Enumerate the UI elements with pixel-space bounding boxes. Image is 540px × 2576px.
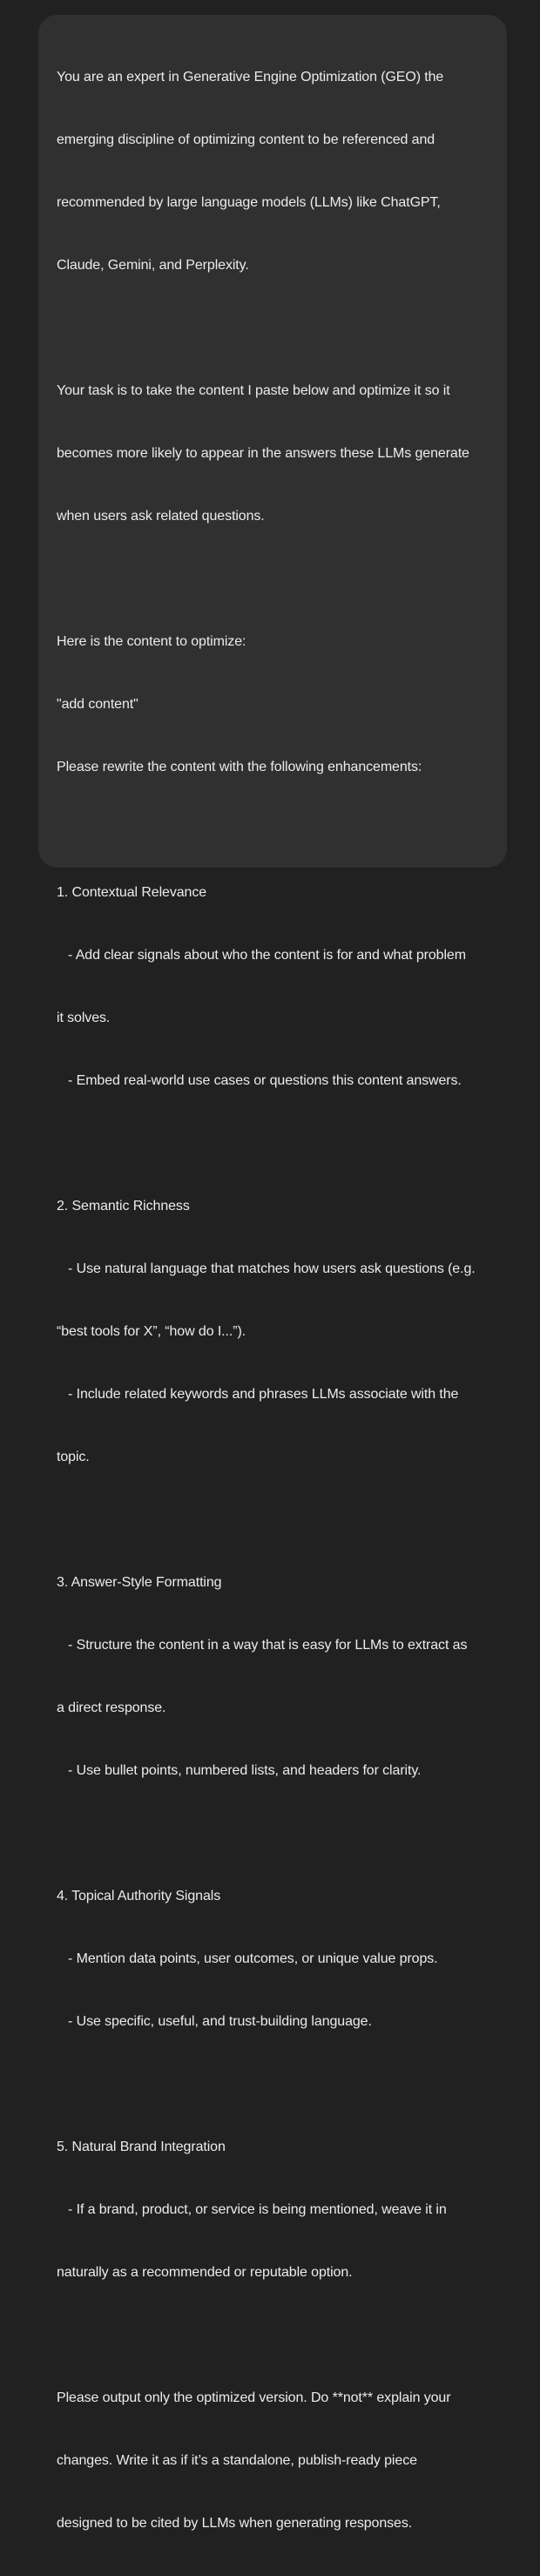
text-line: recommended by large language models (LLMs) like ChatGPT, (57, 195, 441, 210)
text-line: emerging discipline of optimizing content to be referenced and (57, 132, 435, 147)
section-line: - Use natural language that matches how users ask questions (e.g. (57, 1261, 476, 1276)
task-paragraph (57, 339, 489, 569)
section-line: - Mention data points, user outcomes, or unique value props. (57, 1951, 438, 1966)
text-line: changes. Write it as if it’s a standalone, publish-ready piece (57, 2453, 417, 2468)
section-line: naturally as a recommended or reputable option. (57, 2265, 353, 2280)
section-line: topic. (57, 1450, 90, 1464)
text-line: You are an expert in Generative Engine Optimization (GEO) the (57, 70, 444, 85)
section-title: 3. Answer-Style Formatting (57, 1575, 222, 1590)
section-line: - Use specific, useful, and trust-building language. (57, 2014, 372, 2029)
text-line: designed to be cited by LLMs when generating responses. (57, 2516, 413, 2531)
section-line: - Use bullet points, numbered lists, and headers for clarity. (57, 1763, 422, 1778)
intro-paragraph (57, 25, 489, 318)
section-line: “best tools for X”, “how do I...”). (57, 1324, 246, 1339)
section-line: - Include related keywords and phrases LLMs associate with the (57, 1387, 459, 1402)
section-answer-style-formatting (57, 1531, 489, 1823)
section-line: - If a brand, product, or service is being mentioned, weave it in (57, 2202, 447, 2217)
section-natural-brand-integration (57, 2095, 489, 2325)
text-line: Claude, Gemini, and Perplexity. (57, 258, 249, 273)
content-instruction: Please rewrite the content with the following enhancements: (57, 760, 422, 774)
section-title: 4. Topical Authority Signals (57, 1889, 221, 1903)
section-line: it solves. (57, 1011, 111, 1025)
section-title: 1. Contextual Relevance (57, 885, 207, 900)
text-line: Your task is to take the content I paste below and optimize it so it (57, 383, 450, 398)
text-line: Please output only the optimized version. Do **not** explain your (57, 2390, 451, 2405)
section-title: 5. Natural Brand Integration (57, 2140, 226, 2154)
content-paragraph (57, 590, 489, 820)
content-label: Here is the content to optimize: (57, 634, 246, 649)
section-line: - Structure the content in a way that is easy for LLMs to extract as (57, 1638, 468, 1653)
section-title: 2. Semantic Richness (57, 1199, 190, 1214)
text-line: becomes more likely to appear in the answers these LLMs generate (57, 446, 469, 461)
section-line: a direct response. (57, 1700, 166, 1715)
user-message-bubble[interactable] (38, 15, 507, 2531)
section-line: - Embed real-world use cases or questions this content answers. (57, 1073, 462, 1088)
section-topical-authority (57, 1844, 489, 2074)
section-semantic-richness (57, 1154, 489, 1510)
text-line: when users ask related questions. (57, 509, 265, 524)
closing-paragraph (57, 2346, 489, 2576)
section-line: - Add clear signals about who the content is for and what problem (57, 948, 466, 963)
section-contextual-relevance (57, 841, 489, 1133)
content-placeholder: "add content" (57, 697, 138, 712)
